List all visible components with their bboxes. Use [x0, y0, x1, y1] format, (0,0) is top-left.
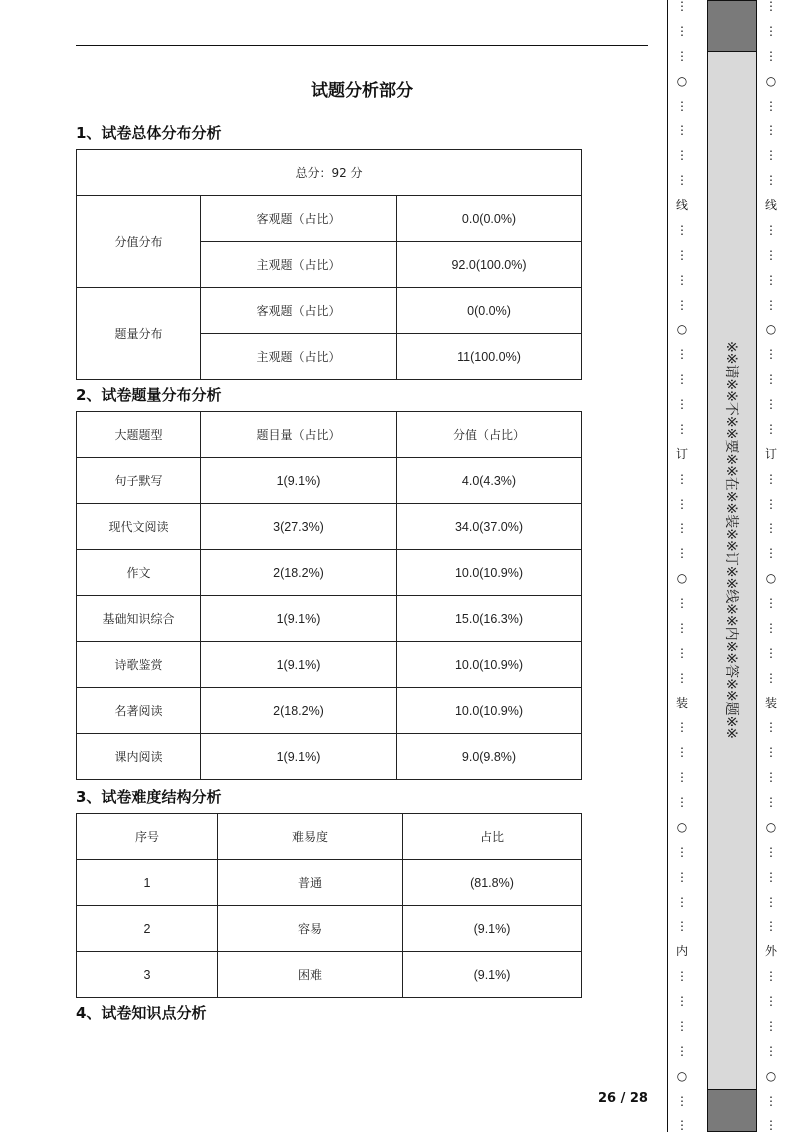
- binding-dots: ⋮: [676, 397, 688, 411]
- score-cell: 10.0(10.9%): [397, 642, 582, 688]
- section-3-heading: 3、试卷难度结构分析: [76, 788, 222, 806]
- binding-dots: ⋮: [765, 645, 777, 660]
- binding-dots: ⋮: [676, 1093, 688, 1108]
- binding-dots: ⋮: [765, 1093, 777, 1108]
- binding-dots: ⋮: [676, 919, 688, 934]
- table-row: [77, 596, 582, 642]
- binding-char: 订: [765, 446, 778, 461]
- binding-dots: ⋮: [676, 247, 688, 262]
- binding-dots: ⋮: [765, 770, 777, 785]
- score-cell: 34.0(37.0%): [397, 504, 582, 550]
- binding-dots: ⋮: [676, 521, 688, 536]
- table-row: [77, 642, 582, 688]
- binding-block-bottom: [707, 1089, 757, 1132]
- score-cell: 4.0(4.3%): [397, 458, 582, 504]
- binding-circle-icon: ○: [676, 571, 688, 586]
- binding-circle-icon: ○: [765, 571, 777, 586]
- table-row: [77, 550, 582, 596]
- binding-dots: ⋮: [765, 173, 777, 188]
- question-type-table: [76, 411, 582, 780]
- table-row: [77, 458, 582, 504]
- binding-dots: ⋮: [765, 620, 777, 635]
- binding-dots: ⋮: [765, 844, 777, 859]
- page-title: 试题分析部分: [311, 81, 413, 101]
- binding-dots: ⋮: [676, 173, 688, 188]
- binding-char: 装: [676, 695, 689, 710]
- binding-dots: ⋮: [765, 720, 777, 735]
- count-distribution-label: 题量分布: [77, 288, 201, 380]
- count-cell: 1(9.1%): [201, 642, 397, 688]
- binding-dots: ⋮: [676, 894, 688, 909]
- binding-circle-icon: ○: [765, 322, 777, 337]
- binding-dots: ⋮: [676, 372, 688, 387]
- binding-dots: ⋮: [676, 546, 688, 561]
- binding-dots: ⋮: [765, 421, 777, 436]
- binding-border-left: [667, 0, 668, 1132]
- score-cell: 10.0(10.9%): [397, 688, 582, 734]
- binding-circle-icon: ○: [676, 1068, 688, 1083]
- header-cell: 大题题型: [77, 412, 201, 458]
- binding-circle-icon: ○: [676, 73, 688, 88]
- table-row: [77, 688, 582, 734]
- binding-dots: ⋮: [676, 720, 688, 735]
- binding-dots: ⋮: [676, 869, 688, 884]
- binding-dots: ⋮: [676, 48, 688, 63]
- binding-dots: ⋮: [765, 546, 777, 561]
- section-4-heading: 4、试卷知识点分析: [76, 1004, 207, 1022]
- section-1-heading: 1、试卷总体分布分析: [76, 124, 222, 142]
- score-cell: 10.0(10.9%): [397, 550, 582, 596]
- binding-dots: ⋮: [765, 347, 777, 362]
- binding-dots: ⋮: [765, 397, 777, 411]
- score-subjective-value: 92.0(100.0%): [397, 242, 582, 288]
- type-cell: 名著阅读: [77, 688, 201, 734]
- ratio-cell: (9.1%): [403, 952, 582, 998]
- subjective-label: 主观题（占比）: [201, 242, 397, 288]
- binding-dots: ⋮: [765, 969, 777, 984]
- binding-dots: ⋮: [765, 1043, 777, 1058]
- binding-dots: ⋮: [676, 994, 688, 1008]
- subjective-label: 主观题（占比）: [201, 334, 397, 380]
- binding-dots: ⋮: [765, 247, 777, 262]
- overall-distribution-table: [76, 149, 582, 380]
- binding-column-right: [765, 0, 777, 1132]
- binding-dots: ⋮: [676, 969, 688, 984]
- count-cell: 2(18.2%): [201, 688, 397, 734]
- binding-dots: ⋮: [676, 1018, 688, 1033]
- binding-dots: ⋮: [765, 994, 777, 1008]
- score-cell: 15.0(16.3%): [397, 596, 582, 642]
- binding-circle-icon: ○: [765, 73, 777, 88]
- binding-dots: ⋮: [676, 670, 688, 685]
- count-subjective-value: 11(100.0%): [397, 334, 582, 380]
- ratio-cell: (81.8%): [403, 860, 582, 906]
- binding-dots: ⋮: [765, 123, 777, 138]
- binding-dots: ⋮: [765, 272, 777, 287]
- binding-dots: ⋮: [676, 795, 688, 809]
- binding-circle-icon: ○: [765, 819, 777, 834]
- binding-block-top: [707, 0, 757, 52]
- binding-dots: ⋮: [676, 222, 688, 237]
- count-cell: 3(27.3%): [201, 504, 397, 550]
- binding-char: 外: [765, 944, 778, 959]
- binding-dots: ⋮: [676, 770, 688, 785]
- ratio-cell: (9.1%): [403, 906, 582, 952]
- score-distribution-label: 分值分布: [77, 196, 201, 288]
- count-cell: 1(9.1%): [201, 734, 397, 780]
- table-row: [77, 734, 582, 780]
- binding-dots: ⋮: [676, 0, 688, 13]
- binding-dots: ⋮: [676, 844, 688, 859]
- difficulty-cell: 普通: [218, 860, 403, 906]
- binding-dots: ⋮: [676, 123, 688, 138]
- binding-dots: ⋮: [676, 645, 688, 660]
- binding-dots: ⋮: [676, 745, 688, 760]
- binding-dots: ⋮: [765, 372, 777, 387]
- binding-circle-icon: ○: [676, 322, 688, 337]
- binding-dots: ⋮: [676, 148, 688, 163]
- binding-dots: ⋮: [765, 0, 777, 13]
- binding-dots: ⋮: [765, 521, 777, 536]
- score-cell: 9.0(9.8%): [397, 734, 582, 780]
- binding-char: 订: [676, 446, 689, 461]
- binding-warning-text: ※※请※※不※※要※※在※※装※※订※※线※※内※※答※※题※※: [723, 340, 739, 740]
- page-number: 26 / 28: [598, 1091, 648, 1106]
- binding-dots: ⋮: [676, 596, 688, 610]
- index-cell: 1: [77, 860, 218, 906]
- header-cell: 序号: [77, 814, 218, 860]
- count-cell: 1(9.1%): [201, 458, 397, 504]
- type-cell: 句子默写: [77, 458, 201, 504]
- difficulty-cell: 困难: [218, 952, 403, 998]
- count-cell: 1(9.1%): [201, 596, 397, 642]
- binding-dots: ⋮: [765, 23, 777, 38]
- binding-dots: ⋮: [676, 496, 688, 511]
- type-cell: 作文: [77, 550, 201, 596]
- binding-char: 内: [676, 944, 689, 959]
- type-cell: 现代文阅读: [77, 504, 201, 550]
- binding-dots: ⋮: [765, 222, 777, 237]
- binding-dots: ⋮: [765, 869, 777, 884]
- binding-dots: ⋮: [765, 148, 777, 163]
- binding-dots: ⋮: [765, 1118, 777, 1132]
- count-objective-value: 0(0.0%): [397, 288, 582, 334]
- binding-dots: ⋮: [765, 745, 777, 760]
- section-2-heading: 2、试卷题量分布分析: [76, 386, 222, 404]
- difficulty-table: [76, 813, 582, 998]
- index-cell: 2: [77, 906, 218, 952]
- binding-dots: ⋮: [676, 347, 688, 362]
- table-row: [77, 952, 582, 998]
- binding-dots: ⋮: [765, 471, 777, 486]
- top-rule: [76, 45, 648, 46]
- binding-dots: ⋮: [676, 471, 688, 486]
- binding-dots: ⋮: [676, 1118, 688, 1132]
- difficulty-cell: 容易: [218, 906, 403, 952]
- binding-char: 线: [676, 198, 689, 212]
- score-objective-value: 0.0(0.0%): [397, 196, 582, 242]
- binding-dots: ⋮: [765, 894, 777, 909]
- binding-dots: ⋮: [765, 1018, 777, 1033]
- binding-dots: ⋮: [765, 670, 777, 685]
- header-cell: 难易度: [218, 814, 403, 860]
- binding-dots: ⋮: [765, 48, 777, 63]
- binding-dots: ⋮: [676, 297, 688, 312]
- binding-dots: ⋮: [676, 620, 688, 635]
- binding-dots: ⋮: [765, 795, 777, 809]
- objective-label: 客观题（占比）: [201, 288, 397, 334]
- binding-dots: ⋮: [765, 919, 777, 934]
- type-cell: 诗歌鉴赏: [77, 642, 201, 688]
- binding-dots: ⋮: [765, 297, 777, 312]
- binding-char: 线: [765, 198, 778, 212]
- binding-circle-icon: ○: [676, 819, 688, 834]
- binding-dots: ⋮: [676, 98, 688, 113]
- binding-dots: ⋮: [676, 421, 688, 436]
- binding-column-left: [676, 0, 688, 1132]
- binding-dots: ⋮: [676, 1043, 688, 1058]
- header-cell: 分值（占比）: [397, 412, 582, 458]
- binding-dots: ⋮: [676, 272, 688, 287]
- binding-dots: ⋮: [765, 596, 777, 610]
- binding-dots: ⋮: [765, 496, 777, 511]
- total-score-cell: 总分：92 分: [77, 150, 582, 196]
- type-cell: 基础知识综合: [77, 596, 201, 642]
- count-cell: 2(18.2%): [201, 550, 397, 596]
- type-cell: 课内阅读: [77, 734, 201, 780]
- objective-label: 客观题（占比）: [201, 196, 397, 242]
- binding-circle-icon: ○: [765, 1068, 777, 1083]
- table-row: [77, 860, 582, 906]
- header-cell: 题目量（占比）: [201, 412, 397, 458]
- index-cell: 3: [77, 952, 218, 998]
- binding-char: 装: [765, 695, 778, 710]
- binding-dots: ⋮: [765, 98, 777, 113]
- table-row: [77, 504, 582, 550]
- table-row: [77, 906, 582, 952]
- binding-dots: ⋮: [676, 23, 688, 38]
- header-cell: 占比: [403, 814, 582, 860]
